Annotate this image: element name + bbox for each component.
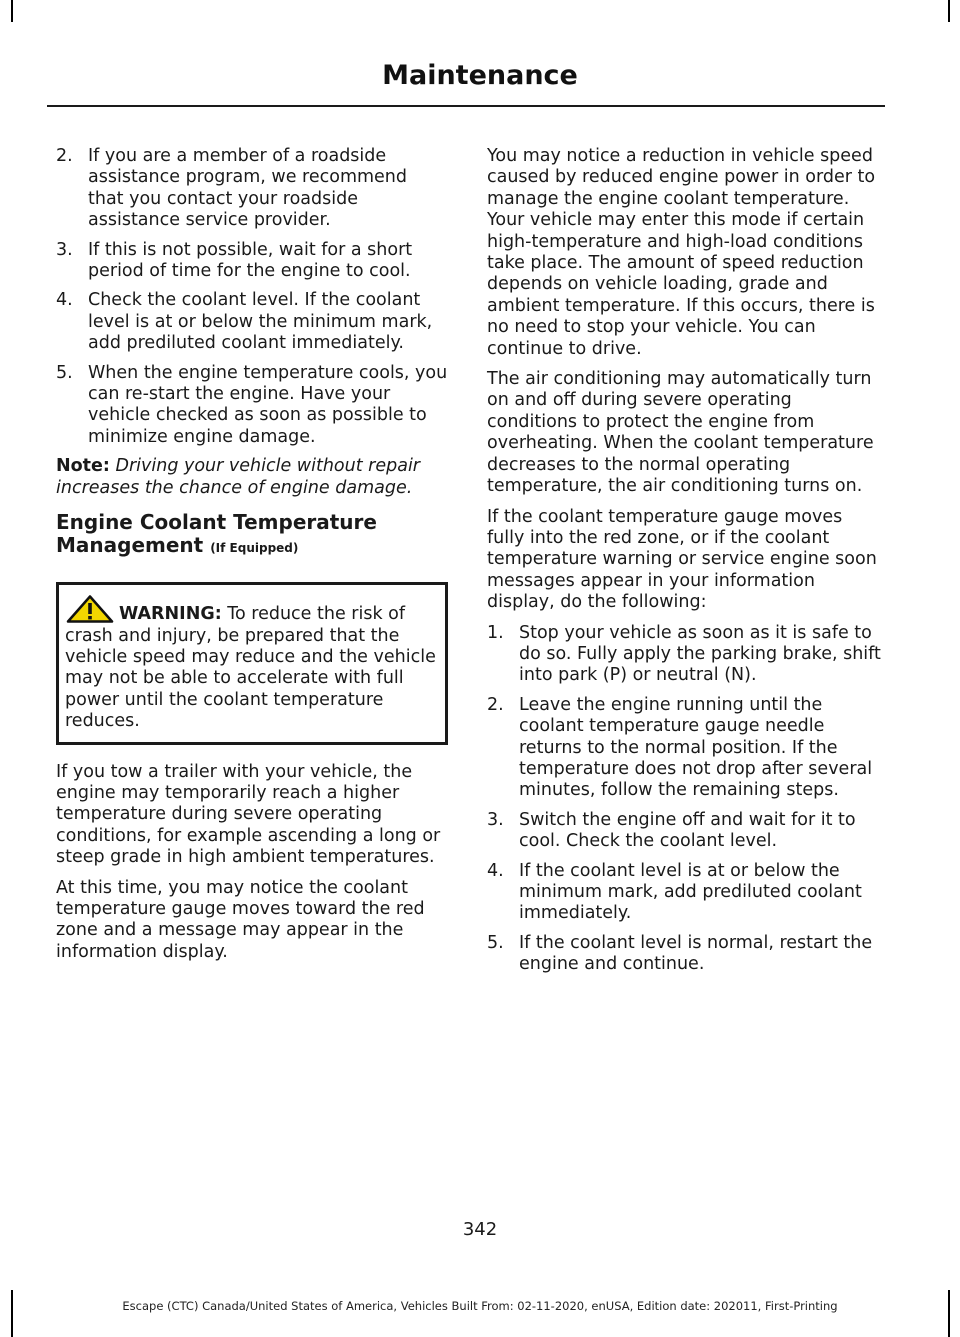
step-text: Leave the engine running until the coolant temperature gauge needle returns to the normal position. If the temperature does not drop after several minutes, follow the remaining steps. xyxy=(519,694,873,801)
note xyxy=(56,456,448,499)
step-text: If the coolant level is normal, restart the engine and continue. xyxy=(519,932,873,975)
paragraph: The air conditioning may automatically turn on and off during severe operating conditions to protect the engine from overheating. When the coolant temperature decreases to the normal operating temperature, the air conditioning turns on. xyxy=(487,369,874,497)
step-number: 4. xyxy=(56,290,73,311)
crop-mark-top-right xyxy=(948,0,950,22)
section-heading xyxy=(56,511,448,560)
left-column xyxy=(56,146,448,972)
step-number: 5. xyxy=(487,932,504,953)
step-number: 1. xyxy=(487,622,504,643)
paragraph: If you tow a trailer with your vehicle, the engine may temporarily reach a higher temperature during severe operating conditions, for example ascending a long or steep grade in high ambient temperatures. xyxy=(56,761,441,868)
step-number: 3. xyxy=(56,239,73,260)
section-title: Maintenance xyxy=(382,60,578,91)
paragraph: You may notice a reduction in vehicle speed caused by reduced engine power in order to manage the engine coolant temperature. Your vehicle may enter this mode if certain high-temperature and high-load conditions take place. The amount of speed reduction depends on vehicle loading, grade and ambient temperature. If this occurs, there is no need to stop your vehicle. You can continue to drive. xyxy=(487,146,876,359)
heading-qualifier: (If Equipped) xyxy=(210,541,299,556)
step-text: Stop your vehicle as soon as it is safe to do so. Fully apply the parking brake, shift into park (P) or neutral (N). xyxy=(519,622,881,686)
step-number: 2. xyxy=(487,694,504,715)
heading-title: Engine Coolant Temperature Management xyxy=(56,510,377,558)
step-number: 3. xyxy=(487,809,504,830)
step-text: When the engine temperature cools, you can re-start the engine. Have your vehicle checked as soon as possible to minimize engine damage. xyxy=(88,362,448,447)
step-text: If you are a member of a roadside assistance program, we recommend that you contact your roadside assistance service provider. xyxy=(88,146,407,231)
left-step-list xyxy=(56,146,448,448)
list-item xyxy=(56,290,448,354)
paragraph: At this time, you may notice the coolant temperature gauge moves toward the red zone and a message may appear in the information display. xyxy=(56,877,425,962)
warning-box xyxy=(56,582,448,744)
list-item xyxy=(487,695,882,802)
step-number: 5. xyxy=(56,362,73,383)
step-text: Switch the engine off and wait for it to cool. Check the coolant level. xyxy=(519,809,856,852)
list-item xyxy=(487,861,882,925)
warning-text: To reduce the risk of crash and injury, be prepared that the vehicle speed may reduce and the vehicle may not be able to accelerate with full power until the coolant temperature reduces. xyxy=(65,604,436,732)
list-item xyxy=(56,363,448,449)
crop-mark-bottom-left xyxy=(11,1290,13,1337)
list-item xyxy=(56,146,448,232)
page-number: 342 xyxy=(462,1219,498,1240)
warning-label: WARNING: xyxy=(119,604,222,625)
step-number: 2. xyxy=(56,146,73,166)
step-text: If this is not possible, wait for a short period of time for the engine to cool. xyxy=(88,239,413,282)
footer-text: Escape (CTC) Canada/United States of America, Vehicles Built From: 02-11-2020, enUSA, Edition date: 202011, First-Printing xyxy=(122,1299,838,1313)
paragraph: If the coolant temperature gauge moves fully into the red zone, or if the coolant temperature warning or service engine soon messages appear in your information display, do the following: xyxy=(487,506,877,613)
list-item xyxy=(56,240,448,283)
list-item xyxy=(487,933,882,976)
list-item xyxy=(487,623,882,687)
step-number: 4. xyxy=(487,860,504,881)
right-column xyxy=(487,146,882,984)
step-text: If the coolant level is at or below the minimum mark, add prediluted coolant immediately. xyxy=(519,860,862,924)
note-text: Driving your vehicle without repair increases the chance of engine damage. xyxy=(56,456,420,498)
warning-triangle-icon xyxy=(65,595,115,623)
header-rule xyxy=(47,105,885,107)
right-step-list xyxy=(487,623,882,976)
step-text: Check the coolant level. If the coolant level is at or below the minimum mark, add prediluted coolant immediately. xyxy=(88,290,433,354)
crop-mark-bottom-right xyxy=(948,1290,950,1337)
crop-mark-top-left xyxy=(11,0,13,22)
list-item xyxy=(487,810,882,853)
note-label: Note: xyxy=(56,456,110,477)
